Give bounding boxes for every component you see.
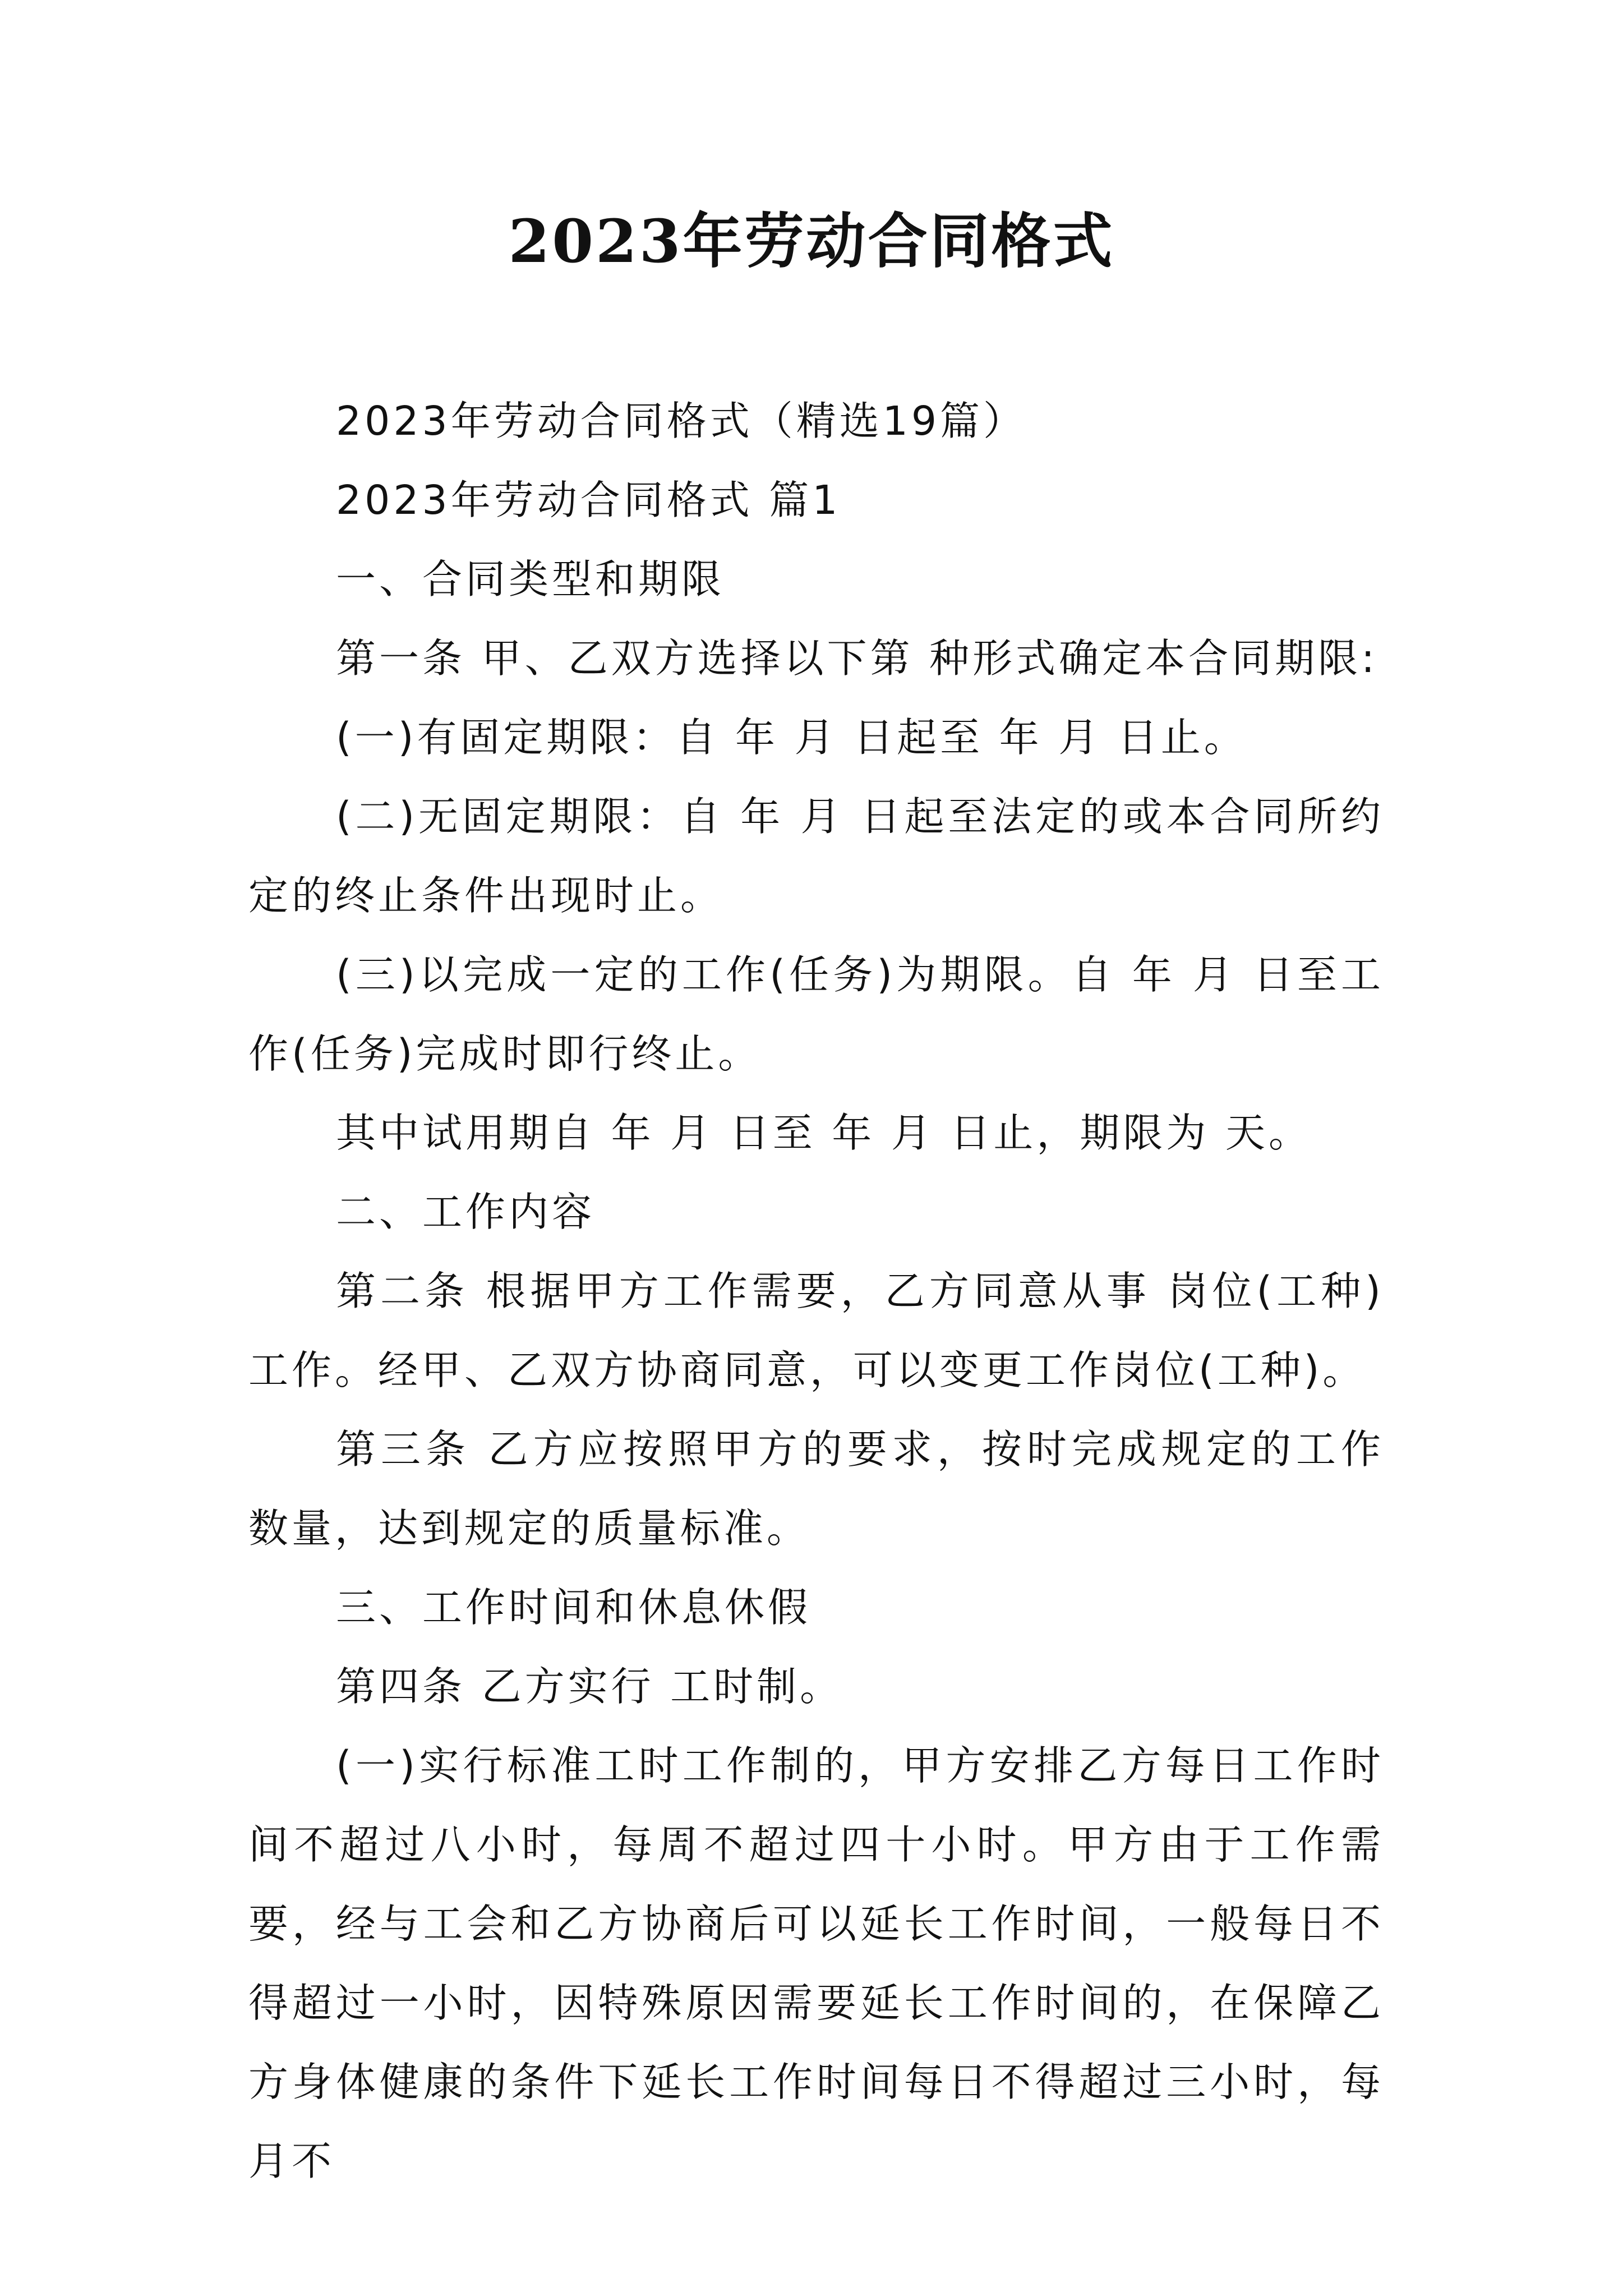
- paragraph-article-2: 第二条 根据甲方工作需要，乙方同意从事 岗位(工种)工作。经甲、乙双方协商同意，可以变更工作岗位(工种)。: [248, 1268, 1384, 1393]
- paragraph-standard-hours: (一)实行标准工时工作制的，甲方安排乙方每日工作时间不超过八小时，每周不超过四十小时。甲方由于工作需要，经与工会和乙方协商后可以延长工作时间，一般每日不得超过一小时，因特殊原因需要延长工作时间的，在保障乙方身体健康的条件下延长工作时间每日不得超过三小时，每月不: [248, 1742, 1384, 2184]
- paragraph-article-4: 第四条 乙方实行 工时制。: [336, 1663, 843, 1710]
- paragraph-open-term: (二)无固定期限：自 年 月 日起至法定的或本合同所约定的终止条件出现时止。: [248, 793, 1384, 919]
- paragraph-heading-work-hours: 三、工作时间和休息休假: [336, 1584, 811, 1631]
- paragraph-article-3: 第三条 乙方应按照甲方的要求，按时完成规定的工作数量，达到规定的质量标准。: [248, 1426, 1384, 1552]
- paragraph-task-term: (三)以完成一定的工作(任务)为期限。自 年 月 日至工作(任务)完成时即行终止。: [248, 951, 1384, 1077]
- paragraph-section-heading: 2023年劳动合同格式 篇1: [336, 477, 841, 523]
- paragraph-subtitle: 2023年劳动合同格式（精选19篇）: [336, 398, 1027, 444]
- paragraph-fixed-term: (一)有固定期限：自 年 月 日起至 年 月 日止。: [336, 714, 1247, 761]
- paragraph-article-1: 第一条 甲、乙双方选择以下第 种形式确定本合同期限:: [336, 635, 1378, 682]
- document-title: 2023年劳动合同格式: [508, 206, 1115, 276]
- paragraph-heading-work-content: 二、工作内容: [336, 1189, 596, 1235]
- paragraph-heading-contract-type: 一、合同类型和期限: [336, 556, 725, 602]
- paragraph-probation: 其中试用期自 年 月 日至 年 月 日止，期限为 天。: [336, 1110, 1312, 1156]
- document-body: [248, 381, 1384, 2201]
